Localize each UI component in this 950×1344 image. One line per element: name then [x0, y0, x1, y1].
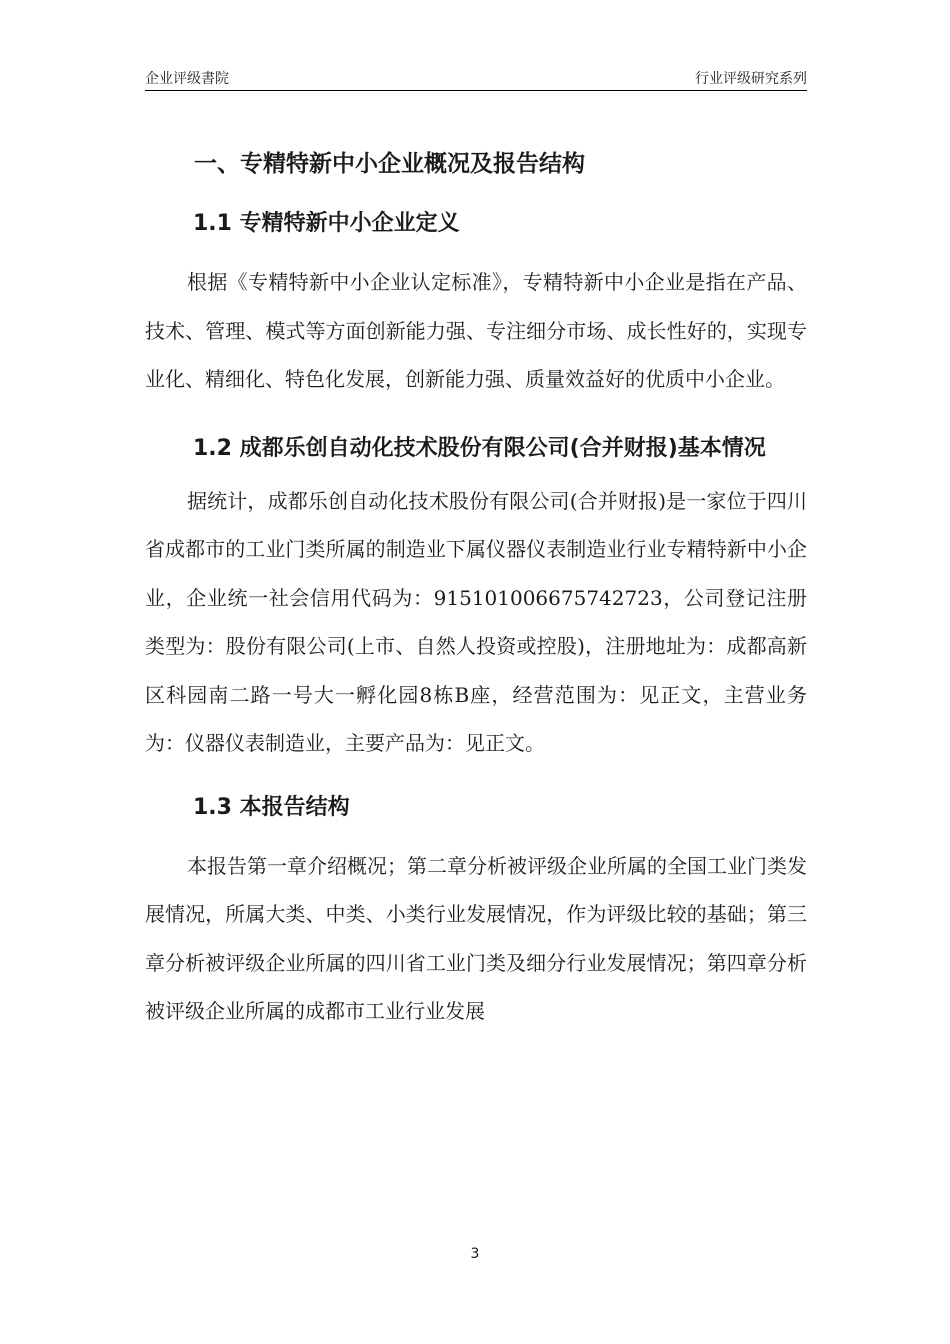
page-number: 3	[470, 1246, 480, 1262]
section-paragraph-1-2: 据统计，成都乐创自动化技术股份有限公司(合并财报)是一家位于四川省成都市的工业门类所属的制造业下属仪器仪表制造业行业专精特新中小企业，企业统一社会信用代码为：915101006675742723，公司登记注册类型为：股份有限公司(上市、自然人投资或控股)，注册地址为：成都高新区科园南二路一号大一孵化园8栋B座，经营范围为：见正文，主营业务为：仪器仪表制造业，主要产品为：见正文。	[145, 488, 807, 755]
page-header	[145, 66, 807, 91]
section-paragraph-1-1: 根据《专精特新中小企业认定标准》，专精特新中小企业是指在产品、技术、管理、模式等方面创新能力强、专注细分市场、成长性好的，实现专业化、精细化、特色化发展，创新能力强、质量效益好的优质中小企业。	[145, 270, 807, 391]
header-series: 行业评级研究系列	[695, 71, 807, 87]
chapter-title: 一、专精特新中小企业概况及报告结构	[194, 151, 585, 177]
section-heading-1-2: 1.2 成都乐创自动化技术股份有限公司(合并财报)基本情况	[193, 435, 766, 461]
document-body	[145, 140, 807, 1036]
section-heading-1-1: 1.1 专精特新中小企业定义	[193, 211, 460, 236]
header-publisher: 企业评级書院	[145, 71, 229, 87]
section-heading-1-3: 1.3 本报告结构	[193, 794, 350, 820]
section-paragraph-1-3: 本报告第一章介绍概况；第二章分析被评级企业所属的全国工业门类发展情况，所属大类、中类、小类行业发展情况，作为评级比较的基础；第三章分析被评级企业所属的四川省工业门类及细分行业发展情况；第四章分析被评级企业所属的成都市工业行业发展	[145, 853, 807, 1023]
